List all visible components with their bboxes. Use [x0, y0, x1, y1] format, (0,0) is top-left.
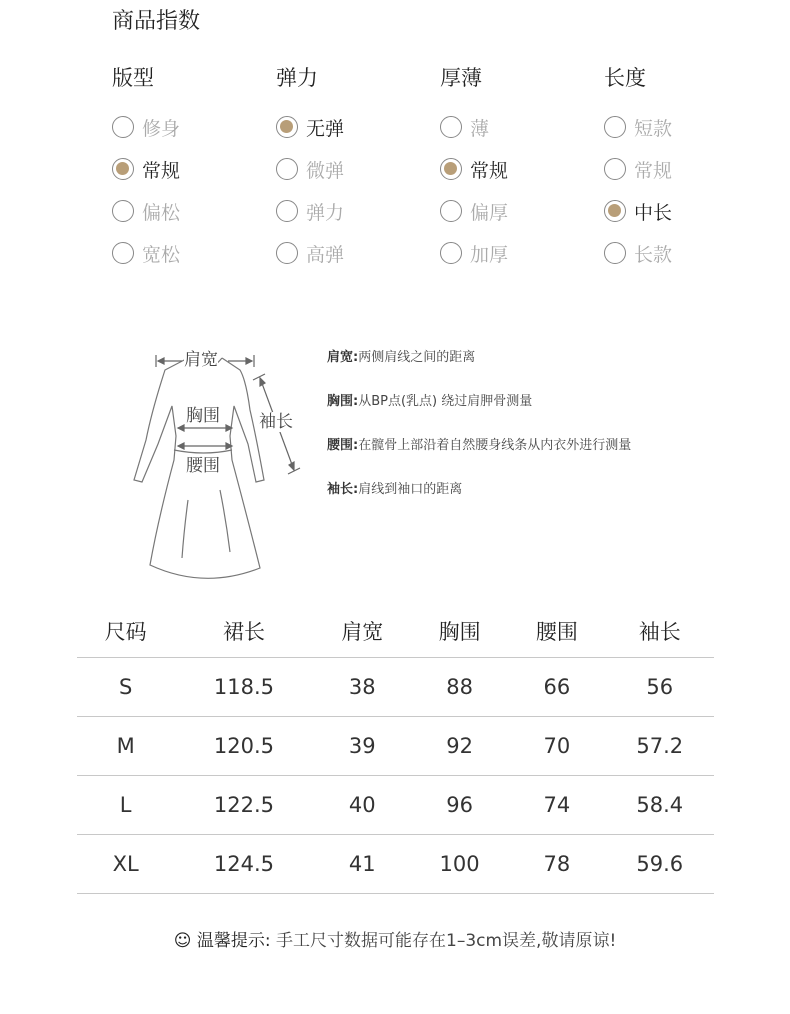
definition-text: 在髋骨上部沿着自然腰身线条从内衣外进行测量	[358, 438, 632, 453]
option-item	[604, 232, 754, 274]
table-cell: 40	[314, 776, 411, 835]
table-header-cell: 肩宽	[314, 605, 411, 658]
table-cell: 39	[314, 717, 411, 776]
definition-item	[327, 347, 747, 391]
option-label: 无弹	[306, 117, 345, 140]
definition-item	[327, 435, 747, 479]
option-label: 宽松	[142, 243, 181, 266]
measurement-definitions	[327, 347, 747, 523]
table-cell: 38	[314, 658, 411, 717]
table-cell: 56	[606, 658, 714, 717]
attribute-column-length	[604, 62, 754, 274]
table-cell: S	[77, 658, 174, 717]
option-item	[604, 106, 754, 148]
option-label: 常规	[470, 159, 509, 182]
table-header-cell: 裙长	[174, 605, 313, 658]
table-row	[77, 717, 714, 776]
option-item	[276, 190, 426, 232]
option-label: 常规	[142, 159, 181, 182]
option-item	[276, 148, 426, 190]
option-item	[604, 148, 754, 190]
table-header-cell: 尺码	[77, 605, 174, 658]
attribute-column-elasticity	[276, 62, 426, 274]
table-cell: 92	[411, 717, 508, 776]
table-cell: 118.5	[174, 658, 313, 717]
table-cell: 74	[508, 776, 605, 835]
table-cell: 100	[411, 835, 508, 894]
option-item	[112, 232, 262, 274]
option-item	[276, 106, 426, 148]
option-item	[112, 190, 262, 232]
attribute-title: 长度	[604, 66, 646, 90]
size-table	[77, 605, 714, 894]
tip-lead: ☺ 温馨提示:	[173, 931, 271, 951]
table-cell: 120.5	[174, 717, 313, 776]
option-label: 薄	[470, 117, 490, 140]
option-item	[112, 148, 262, 190]
definition-term: 腰围:	[327, 438, 359, 453]
attribute-title: 版型	[112, 66, 154, 90]
option-label: 加厚	[470, 243, 509, 266]
table-cell: 78	[508, 835, 605, 894]
table-row	[77, 835, 714, 894]
table-cell: 96	[411, 776, 508, 835]
table-header-cell: 袖长	[606, 605, 714, 658]
tip-text: 手工尺寸数据可能存在1–3cm误差,敬请原谅!	[270, 931, 617, 951]
radio-icon	[112, 242, 134, 264]
radio-icon	[604, 200, 626, 222]
table-row	[77, 776, 714, 835]
dress-measurement-figure	[128, 340, 310, 585]
radio-icon	[276, 242, 298, 264]
radio-icon	[112, 200, 134, 222]
definition-text: 肩线到袖口的距离	[358, 482, 463, 497]
radio-icon	[440, 158, 462, 180]
table-cell: 88	[411, 658, 508, 717]
attribute-column-fit	[112, 62, 262, 274]
option-label: 长款	[634, 243, 673, 266]
option-label: 偏松	[142, 201, 181, 224]
definition-text: 两侧肩线之间的距离	[358, 350, 476, 365]
option-label: 高弹	[306, 243, 345, 266]
attribute-column-thickness	[440, 62, 590, 274]
attribute-title: 弹力	[276, 66, 318, 90]
option-label: 偏厚	[470, 201, 509, 224]
table-cell: 70	[508, 717, 605, 776]
option-label: 常规	[634, 159, 673, 182]
measurement-tip	[0, 926, 790, 951]
table-cell: 59.6	[606, 835, 714, 894]
option-label: 短款	[634, 117, 673, 140]
table-cell: XL	[77, 835, 174, 894]
radio-icon	[440, 116, 462, 138]
radio-icon	[112, 158, 134, 180]
chest-label: 胸围	[186, 406, 220, 426]
sleeve-length-label: 袖长	[259, 412, 293, 432]
radio-icon	[604, 158, 626, 180]
option-label: 中长	[634, 201, 673, 224]
definition-item	[327, 391, 747, 435]
table-cell: 124.5	[174, 835, 313, 894]
radio-icon	[604, 116, 626, 138]
option-label: 修身	[142, 117, 181, 140]
option-item	[440, 148, 590, 190]
table-header-cell: 胸围	[411, 605, 508, 658]
shoulder-width-label: 肩宽	[184, 350, 218, 370]
radio-icon	[440, 242, 462, 264]
section-title: 商品指数	[112, 9, 201, 34]
table-header-row	[77, 605, 714, 658]
table-cell: L	[77, 776, 174, 835]
table-cell: 41	[314, 835, 411, 894]
table-cell: M	[77, 717, 174, 776]
option-label: 微弹	[306, 159, 345, 182]
option-item	[112, 106, 262, 148]
table-header-cell: 腰围	[508, 605, 605, 658]
table-row	[77, 658, 714, 717]
definition-term: 袖长:	[327, 482, 359, 497]
waist-label: 腰围	[186, 456, 220, 476]
table-cell: 58.4	[606, 776, 714, 835]
definition-text: 从BP点(乳点) 绕过肩胛骨测量	[358, 394, 533, 409]
radio-icon	[276, 116, 298, 138]
table-cell: 66	[508, 658, 605, 717]
radio-icon	[440, 200, 462, 222]
option-item	[440, 190, 590, 232]
option-item	[440, 106, 590, 148]
radio-icon	[112, 116, 134, 138]
radio-icon	[604, 242, 626, 264]
definition-item	[327, 479, 747, 523]
option-item	[276, 232, 426, 274]
definition-term: 胸围:	[327, 394, 359, 409]
radio-icon	[276, 200, 298, 222]
table-cell: 122.5	[174, 776, 313, 835]
radio-icon	[276, 158, 298, 180]
definition-term: 肩宽:	[327, 350, 359, 365]
option-label: 弹力	[306, 201, 345, 224]
option-item	[440, 232, 590, 274]
attribute-title: 厚薄	[440, 66, 482, 90]
table-cell: 57.2	[606, 717, 714, 776]
option-item	[604, 190, 754, 232]
